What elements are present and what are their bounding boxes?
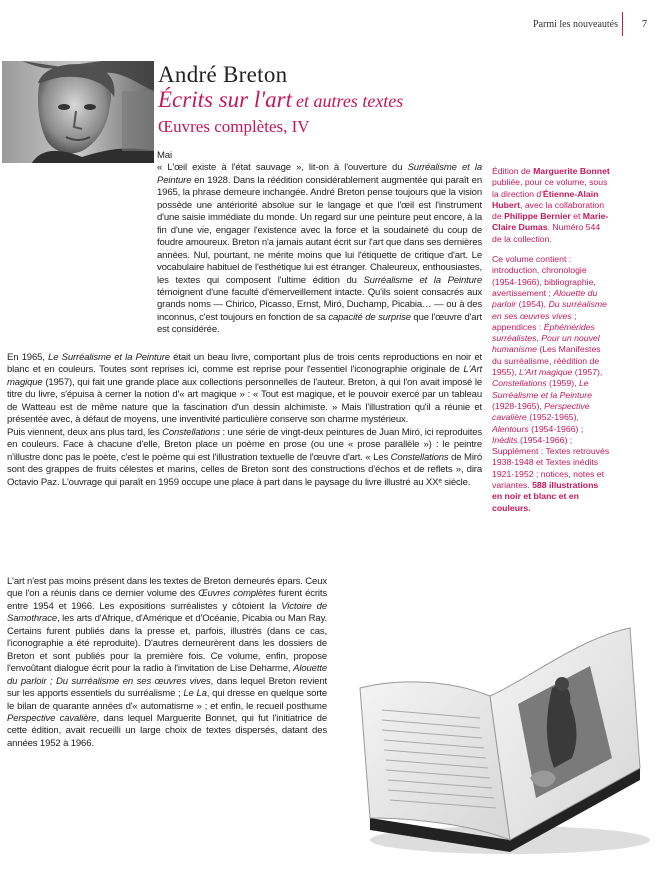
paragraph-2: En 1965, Le Surréalisme et la Peinture était un beau livre, comportant plus de trois cents reproductions en noir et blanc et en couleurs. Toutes sont reprises ici, comme est reprise pour l'essentiel l'iconographie originale de L'Art magique (1957), qui fait une grande place aux collections personnelles de l'auteur. Breton, à qui l'on avait imposé le titre du livre, s'épuisa à cerner la notion d'« art magique » : « Tout est magique, et le pouvoir exercé par un tableau de Watteau est de même nature que la fascination d'un dessin alchimiste. » Mais l'illustration qu'il a réunie et présentée avec, à défaut de moyens, une inventivité particulière conserve son charme mystérieux. [7, 352, 482, 426]
open-book-image [340, 618, 652, 858]
article-title-block [158, 62, 498, 138]
paragraph-1: « L'œil existe à l'état sauvage », lit-on à l'ouverture du Surréalisme et la Peinture en 1928. Dans la réédition considérablement augmentée qui paraît en 1965, la phrase demeure inchangée. André Breton pense toujours que la vision possède une antériorité absolue sur le langage et que l'œil est l'instrument d'une saisie immédiate du monde. Un regard sur une peinture peut encore, à la fin d'une vie, engager l'existence avec la force et la soudaineté du coup de foudre amoureux. Breton n'a jamais autant écrit sur l'art que dans ses dernières années. Nul, pourtant, ne mérite moins que lui l'étiquette de critique d'art. Le vocabulaire habituel de l'esthétique lui est étranger. Chaleureux, enthousiastes, les textes qui composent l'ultime édition du Surréalisme et la Peinture témoignent d'une faculté d'émerveillement intacte. Qu'ils soient consacrés aux grands noms — Chirico, Picasso, Ernst, Miró, Duchamp, Picabia… — ou à des inconnus, c'est toujours en fonction de sa capacité de surprise que l'œuvre d'art est considérée. [157, 162, 482, 336]
edition-sidebar [492, 166, 610, 523]
book-title-sub: et autres textes [296, 91, 404, 111]
edition-credits: Édition de Marguerite Bonnet publiée, pour ce volume, sous la direction d'Étienne-Alain Hubert, avec la collaboration de Philippe Bernier et Marie-Claire Dumas. Numéro 544 de la collection. [492, 166, 610, 244]
volume-contents: Ce volume contient : introduction, chronologie (1954-1966), bibliographie, avertissement ; Alouette du parloir (1954), Du surréalisme en ses œuvres vives ; appendices : Éphémérides surréalistes, Pour un nouvel humanisme (Les Manifestes du surréalisme, réédition de 1955), L'Art magique (1957), Constellations (1959), Le Surréalisme et la Peinture (1928-1965), Perspective cavalière (1952-1965), Alentours (1954-1966) ; Inédits (1954-1966) ; Supplément : Textes retrouvés 1938-1948 et Textes inédits 1921-1952 ; notices, notes et variantes. 588 illustrations en noir et blanc et en couleurs. [492, 254, 610, 513]
series-title: Œuvres complètes, IV [158, 117, 310, 136]
publication-date: Mai [157, 150, 172, 161]
page-number: 7 [642, 19, 647, 30]
article-body-top [157, 150, 482, 337]
section-title: Parmi les nouveautés [533, 19, 618, 30]
header-divider [622, 12, 623, 36]
book-title [158, 87, 498, 116]
book-title-main: Écrits sur l'art [158, 87, 292, 112]
author-name: André Breton [158, 62, 288, 87]
paragraph-4: L'art n'est pas moins présent dans les textes de Breton demeurés épars. Ceux que l'on a réunis dans ce dernier volume des Œuvres complètes furent écrits entre 1954 et 1966. Les expositions surréalistes y côtoient la Victoire de Samothrace, les arts d'Afrique, d'Amérique et d'Océanie, Picabia ou Man Ray. Certains furent publiés dans la presse et, parfois, illustrés (dans ce cas, l'iconographie a été reproduite). D'autres demeurèrent dans les dossiers de Breton et sont publiés pour la première fois. Ce volume, enfin, propose l'envoûtant dialogue écrit pour la radio à l'invitation de Lise Deharme, Alouette du parloir ; Du surréalisme en ses œuvres vives, dans lequel Breton revient sur les apports essentiels du surréalisme ; Le La, qui dresse en quelque sorte le bilan de quarante années d'« automatisme » ; et enfin, le recueil posthume Perspective cavalière, dans lequel Marguerite Bonnet, qui fut l'initiatrice de cette édition, avait recueilli un large choix de textes dispersés, datant des années 1952 à 1966. [7, 576, 328, 749]
author-portrait [2, 61, 154, 163]
article-body-middle [7, 352, 482, 489]
page-header [0, 0, 664, 40]
paragraph-3: Puis viennent, deux ans plus tard, les Constellations : une série de vingt-deux peintures de Juan Miró, ici reproduites en couleurs. Face à chacune d'elle, Breton place un poème en prose (ou une « prose parallèle ») : le peintre n'illustre donc pas le poète, c'est le poème qui est l'illustration textuelle de l'œuvre d'art. « Les Constellations de Miró sont des grappes de fruits célestes et marins, celles de Breton sont des constructions d'échos et de reflets », dira Octavio Paz. L'ouvrage qui paraît en 1959 occupe une place à part dans le paysage du livre illustré au XXᵉ siècle. [7, 426, 482, 488]
article-body-bottom [7, 576, 327, 750]
